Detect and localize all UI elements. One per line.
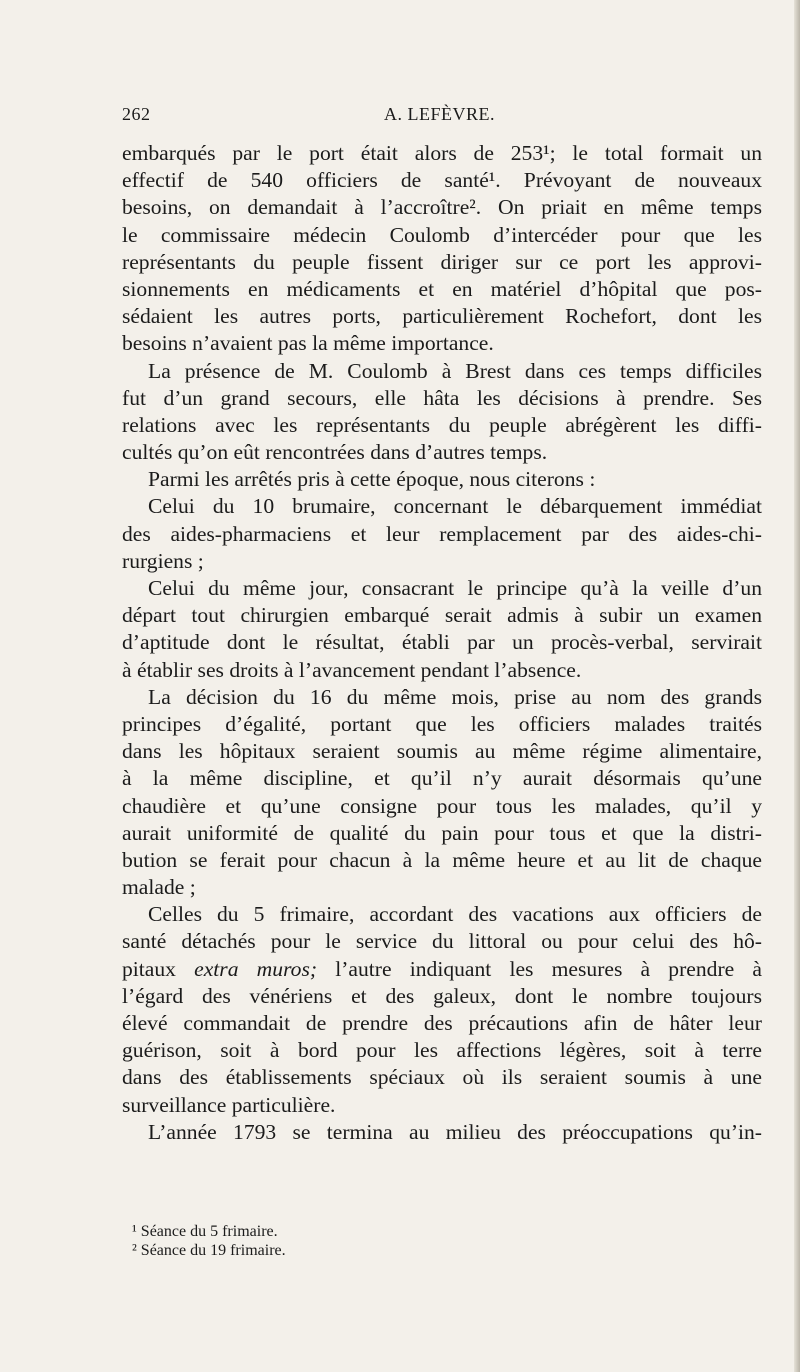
text-line: dans des établissements spéciaux où ils seraient soumis à une — [122, 1065, 762, 1090]
page-header — [122, 104, 762, 134]
text-line: Celui du même jour, consacrant le principe qu’à la veille d’un — [148, 576, 762, 600]
text-line: La décision du 16 du même mois, prise au nom des grands — [148, 684, 762, 709]
text-line: guérison, soit à bord pour les affections légères, soit à terre — [122, 1038, 762, 1063]
italic-text: extra muros; — [194, 956, 318, 981]
page-number: 262 — [122, 104, 151, 124]
text-line: bution se ferait pour chacun à la même heure et au lit de chaque — [122, 847, 762, 872]
text-line: dans les hôpitaux seraient soumis au même régime alimentaire, — [122, 739, 762, 764]
text-line: élevé commandait de prendre des précautions afin de hâter leur — [122, 1011, 762, 1035]
text-line: sionnements en médicaments et en matériel d’hôpital que pos- — [122, 276, 762, 301]
text-line: embarqués par le port était alors de 253¹; le total formait un — [122, 141, 762, 165]
text-line: départ tout chirurgien embarqué serait admis à subir un examen — [122, 603, 762, 628]
text-line: cultés qu’on eût rencontrées dans d’autres temps. — [122, 440, 548, 465]
text-line: besoins, on demandait à l’accroître². On priait en même temps — [122, 195, 762, 220]
text-line — [122, 956, 762, 983]
page-edge-shadow — [794, 0, 800, 1372]
footnotes — [132, 1222, 532, 1260]
text-line: surveillance particulière. — [122, 1092, 336, 1117]
footnote: ¹ Séance du 5 frimaire. — [132, 1223, 278, 1240]
text-segment: l’autre indiquant les mesures à prendre à — [317, 956, 762, 981]
footnote: ² Séance du 19 frimaire. — [132, 1242, 286, 1259]
text-line: fut d’un grand secours, elle hâta les décisions à prendre. Ses — [122, 385, 762, 410]
text-line: L’année 1793 se termina au milieu des préoccupations qu’in- — [148, 1119, 762, 1144]
text-line: des aides-pharmaciens et leur remplacement par des aides-chi- — [122, 521, 762, 546]
text-line: Celles du 5 frimaire, accordant des vacations aux officiers de — [148, 902, 762, 927]
text-line: Parmi les arrêtés pris à cette époque, nous citerons : — [148, 467, 596, 492]
text-segment: pitaux — [122, 956, 195, 981]
text-line: relations avec les représentants du peuple abrégèrent les diffi- — [122, 412, 762, 437]
text-line: effectif de 540 officiers de santé¹. Prévoyant de nouveaux — [122, 168, 762, 193]
text-line: santé détachés pour le service du littoral ou pour celui des hô- — [122, 929, 762, 954]
text-line: l’égard des vénériens et des galeux, dont le nombre toujours — [122, 983, 762, 1008]
text-line: à la même discipline, et qu’il n’y aurait désormais qu’une — [122, 766, 762, 791]
text-line: principes d’égalité, portant que les officiers malades traités — [122, 711, 762, 736]
body-text — [122, 140, 762, 1146]
text-line: Celui du 10 brumaire, concernant le débarquement immédiat — [148, 494, 762, 519]
text-line: sédaient les autres ports, particulièrement Rochefort, dont les — [122, 304, 762, 329]
text-line: besoins n’avaient pas la même importance. — [122, 331, 494, 356]
text-line: rurgiens ; — [122, 548, 204, 573]
text-line: représentants du peuple fissent diriger sur ce port les approvi- — [122, 249, 762, 274]
text-line: d’aptitude dont le résultat, établi par un procès-verbal, servirait — [122, 630, 762, 655]
text-line: aurait uniformité de qualité du pain pour tous et que la distri- — [122, 820, 762, 845]
text-line: malade ; — [122, 875, 196, 900]
text-line: à établir ses droits à l’avancement pendant l’absence. — [122, 657, 582, 682]
text-line: chaudière et qu’une consigne pour tous les malades, qu’il y — [122, 793, 762, 818]
running-head: A. LEFÈVRE. — [384, 104, 495, 124]
text-line: le commissaire médecin Coulomb d’intercéder pour que les — [122, 222, 762, 247]
text-line: La présence de M. Coulomb à Brest dans ces temps difficiles — [148, 358, 762, 383]
